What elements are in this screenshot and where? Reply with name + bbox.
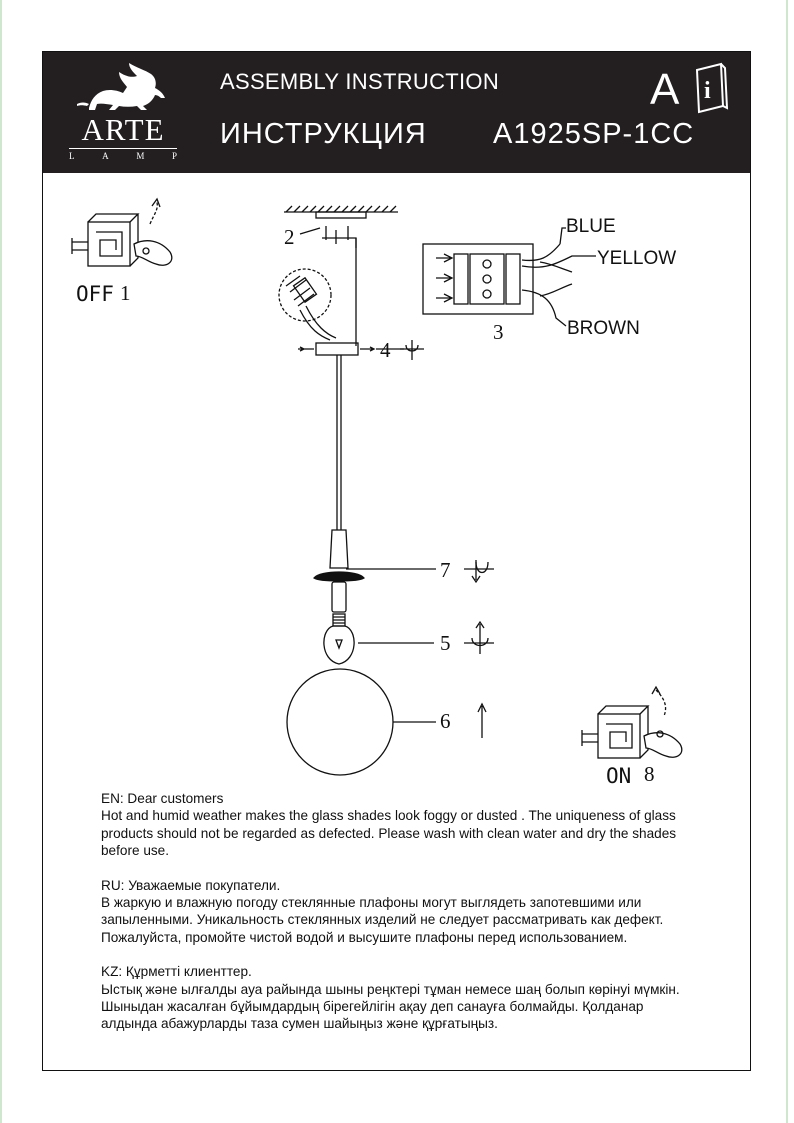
- logo-sub-letter: L: [69, 151, 75, 161]
- lamp-holder-icon: [314, 530, 494, 612]
- step-number-7: 7: [440, 558, 451, 582]
- ceiling-mount-icon: [284, 206, 398, 346]
- light-bulb-icon: [324, 614, 494, 664]
- wire-connection-detail-icon: [279, 269, 336, 340]
- care-notes: [101, 790, 741, 1050]
- logo-sub-letter: P: [171, 151, 177, 161]
- logo-sub-letter: A: [102, 151, 109, 161]
- note-kz-title: KZ: Құрметті клиенттер.: [101, 964, 252, 980]
- note-en-line: products should not be regarded as defected. Please wash with clean water and dry the shades: [101, 825, 677, 841]
- glass-globe-shade-icon: [287, 669, 486, 775]
- note-en-line: Hot and humid weather makes the glass shades look foggy or dusted . The uniqueness of glass: [101, 808, 676, 824]
- logo-text: ARTE: [81, 112, 165, 147]
- wire-label-yellow: YELLOW: [597, 248, 677, 269]
- class-badge-letter: A: [650, 65, 680, 114]
- step-number-4: 4: [380, 338, 391, 362]
- on-label: ON: [606, 764, 632, 788]
- step-number-1: 1: [120, 281, 131, 305]
- wall-switch-off-icon: [72, 199, 172, 266]
- off-label: OFF: [76, 282, 114, 306]
- note-ru-line: запыленными. Уникальность стеклянных изделий не следует рассматривать как дефект.: [101, 912, 664, 928]
- logo-sub-letter: M: [136, 151, 145, 161]
- canopy-icon: [298, 340, 424, 360]
- step-number-2: 2: [284, 225, 295, 249]
- suspension-cable: [337, 355, 341, 530]
- note-kz-line: алдында абажурларды таза сумен шайыңыз және құрғатыңыз.: [101, 1016, 498, 1032]
- note-ru-title: RU: Уважаемые покупатели.: [101, 877, 281, 893]
- note-kazakh: [101, 963, 741, 1033]
- step-number-3: 3: [493, 320, 504, 344]
- terminal-block-icon: [423, 228, 596, 326]
- step-number-8: 8: [644, 762, 655, 786]
- note-kz-line: Ыстық және ылғалды ауа райында шыны реңктері тұман немесе шаң болып көрінуі мүмкін.: [101, 981, 680, 997]
- wall-switch-on-icon: [582, 687, 682, 758]
- wire-label-blue: BLUE: [566, 216, 616, 237]
- note-en-title: EN: Dear customers: [101, 791, 224, 806]
- note-ru-line: В жаркую и влажную погоду стеклянные плафоны могут выглядеть запотевшими или: [101, 895, 642, 911]
- wire-label-brown: BROWN: [567, 318, 640, 339]
- note-english: [101, 790, 741, 860]
- model-number: A1925SP-1CC: [493, 118, 695, 150]
- note-ru-line: Пожалуйста, промойте чистой водой и высушите плафоны перед использованием.: [101, 929, 628, 945]
- title-russian: ИНСТРУКЦИЯ: [220, 118, 427, 150]
- title-english: ASSEMBLY INSTRUCTION: [220, 69, 500, 94]
- step-number-6: 6: [440, 709, 451, 733]
- note-en-line: before use.: [101, 843, 170, 859]
- note-russian: [101, 877, 741, 947]
- step-number-5: 5: [440, 631, 451, 655]
- note-kz-line: Шыныдан жасалған бұйымдардың бірегейлігін ақау деп санауға болмайды. Қолданар: [101, 999, 644, 1015]
- info-letter: i: [704, 78, 711, 104]
